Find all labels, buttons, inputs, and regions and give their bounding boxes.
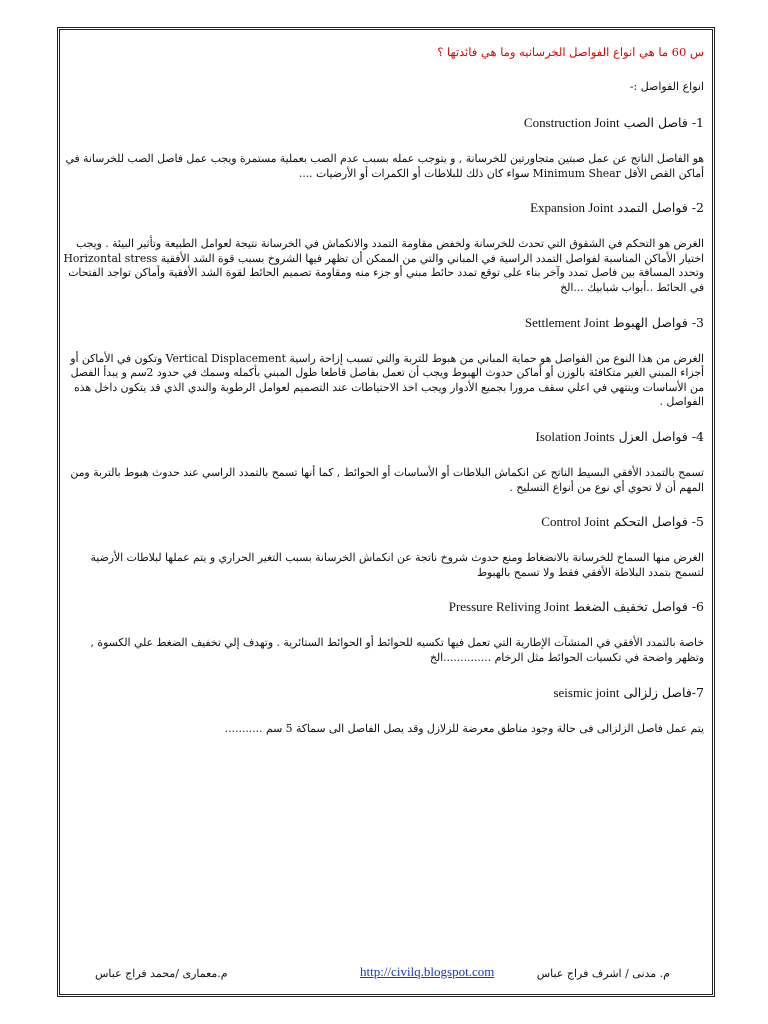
question-heading: س 60 ما هي انواع الفواصل الخرسانيه وما هي فائدتها ؟ [437, 45, 704, 59]
section-title-ar: 4- فواصل العزل [618, 428, 704, 444]
footer-author-architect: م.معمارى /محمد فراج عباس [95, 967, 228, 980]
section-body: الغرض هو التحكم في الشقوق التي تحدث للخرسانة ولخفض مقاومة التمدد والانكماش في الخرسانة نتيجة لعوامل الطبيعة وتأثير البيئة . ويجب اختيار الأماكن المناسبة لفواصل التمدد الراسية في المباني والتي من الممكن أن تظهر فيها الشروخ بسبب قوة الشد الأفقية Horizontal stress وتحدد المسافة بين فاصل تمدد وآخر بناء على توقع تمدد حائط مبني أو جزء منه ومقاومة تصميم الحائط لقوة الشد الأفقية وأماكن تواجد الفتحات في الحائط ..أبواب شبابيك ...الخ [63, 237, 704, 294]
section-isolation-joints [60, 429, 704, 495]
section-title-en: seismic joint [553, 684, 620, 700]
section-title-ar: 1- فاصل الصب [623, 115, 704, 130]
section-title [60, 315, 704, 331]
section-title [60, 115, 704, 131]
section-body: هو الفاصل الناتج عن عمل صبتين متجاورتين للخرسانة , و يتوجب عمله بسبب عدم الصب بعملية مستمرة ويجب عمل فاصل الصب للخرسانة في أماكن القص الأقل Minimum Shear سواء كان ذلك للبلاطات أو الكمرات أو الأرضيات .... [65, 152, 704, 180]
section-title-en: Construction Joint [523, 115, 620, 130]
section-body: خاصة بالتمدد الأفقي في المنشآت الإطارية التي تعمل فيها تكسيه للحوائط أو الحوائط الستائرية . وتهدف إلي تخفيف الضغط علي الكسوة , وتظهر واضحة في تكسيات الحوائط مثل الرخام ..............الخ [90, 636, 704, 664]
section-title-en: Settlement Joint [524, 314, 610, 330]
intro-line: انواع الفواصل :- [629, 80, 704, 93]
footer-author-civil: م. مدنى / اشرف فراج عباس [536, 967, 670, 980]
section-seismic-joint [60, 685, 704, 737]
section-title-en: Control Joint [541, 514, 610, 530]
section-title [60, 200, 704, 216]
section-title [60, 514, 704, 530]
section-title [60, 599, 704, 615]
section-title-en: Pressure Reliving Joint [448, 599, 570, 615]
section-title [60, 429, 704, 445]
section-body: الغرض منها السماح للخرسانة بالانضغاط ومنع حدوث شروخ ناتجة عن انكماش الخرسانة بسبب التغير الحراري و يتم عملها لبلاطات الأرضية لتسمح بتمدد البلاطة الأفقي فقط ولا تسمح بالهبوط [90, 551, 704, 579]
section-title-ar: 6- فواصل تخفيف الضغط [573, 599, 704, 615]
page-footer [60, 964, 710, 984]
footer-blog-link[interactable]: http://civilq.blogspot.com [360, 964, 495, 979]
section-title-en: Expansion Joint [530, 200, 614, 216]
section-title-ar: 5- فواصل التحكم [613, 514, 704, 530]
section-title [60, 685, 704, 701]
section-control-joint [60, 514, 704, 580]
document-body [60, 45, 704, 755]
section-title-ar: 2- فواصل التمدد [617, 200, 704, 216]
section-title-ar: 7-فاصل زلزالى [623, 684, 704, 700]
section-body: يتم عمل فاصل الزلزالى فى حالة وجود مناطق معرضة للزلازل وقد يصل الفاصل الى سماكة 5 سم ........... [224, 721, 704, 735]
section-construction-joint [60, 115, 704, 181]
section-body: تسمح بالتمدد الأفقي البسيط الناتج عن انكماش البلاطات أو الأساسات أو الحوائط , كما أنها تسمح بالتمدد الراسي عند حدوث هبوط بالتربة ومن المهم أن لا تحوي أي نوع من أنواع التسليح . [70, 465, 704, 494]
section-settlement-joint [60, 315, 704, 410]
section-body: الغرض من هذا النوع من الفواصل هو حماية المباني من هبوط للتربة والتي تسبب إزاحة راسية Vertical Displacement وتكون في الأماكن أو أجزاء المبني الغير متكافئة بالوزن أو أماكن حدوث الهبوط ويجب أن تعمل بفاصل قاطعا طول المبني بأكمله وسمك في حدود 2سم و يبدأ الفصل من الأساسات وينتهي في اعلي سقف مرورا بجميع الأدوار ويجب اخذ الاحتياطات عند التصميم لعوامل الرطوبة والندي الذي قد يتكون داخل هذه الفواصل . [70, 351, 704, 409]
section-expansion-joint [60, 200, 704, 295]
section-title-ar: 3- فواصل الهبوط [613, 314, 704, 330]
section-title-en: Isolation Joints [535, 428, 615, 444]
section-pressure-reliving-joint [60, 599, 704, 665]
